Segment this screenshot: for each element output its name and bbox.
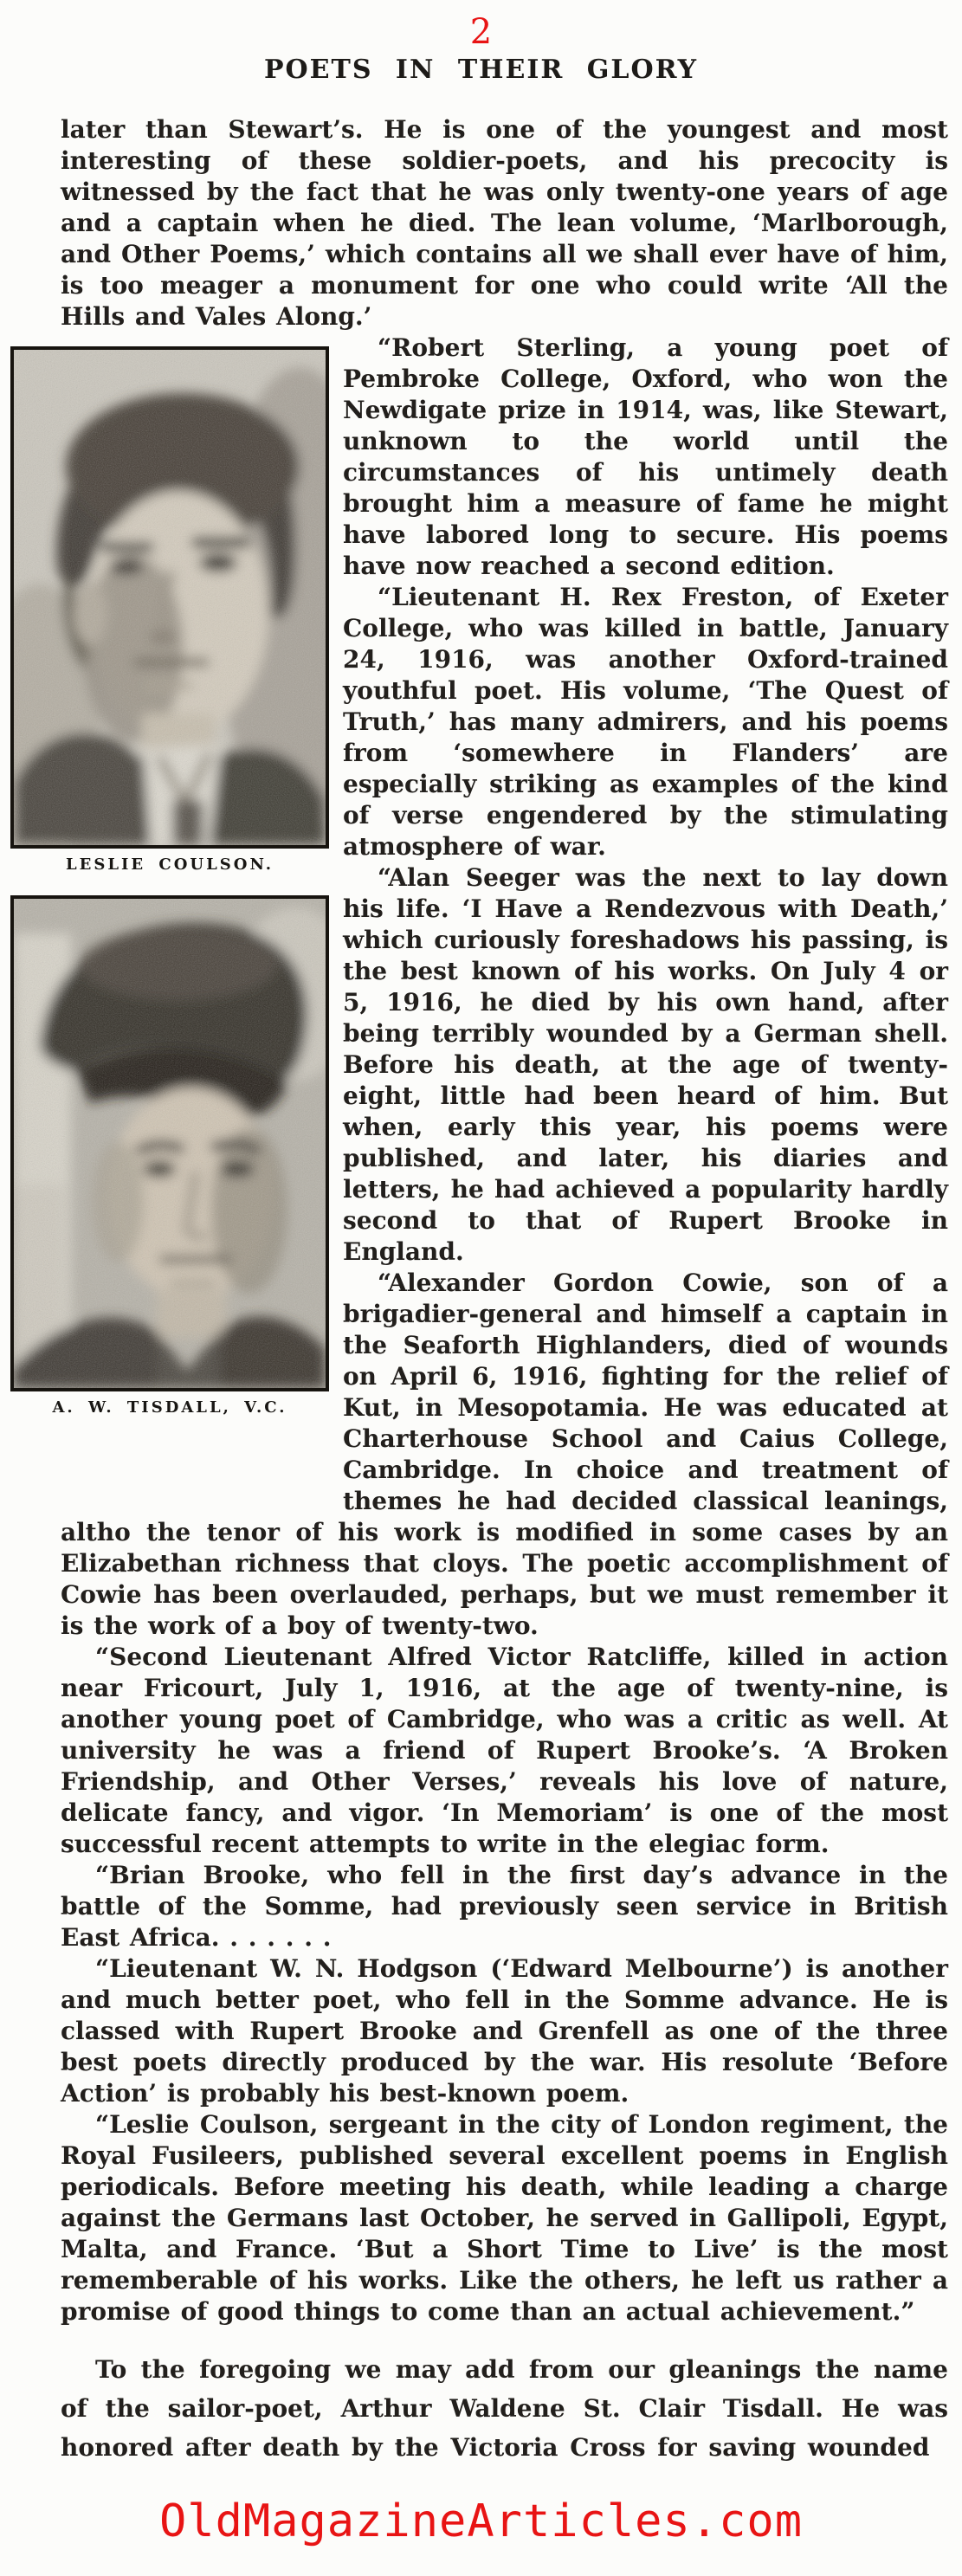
tisdall-figure-caption: A. W. TISDALL, V.C.	[52, 1398, 287, 1417]
article-title: POETS IN THEIR GLORY	[263, 55, 699, 85]
page-number: 2	[469, 12, 493, 52]
body-paragraph-4: “Alan Seeger was the next to lay down his life. ‘I Have a Rendezvous with Death,’ which curiously foreshadows his passing, is the best known of his works. On July 4 or 5, 1916, he died by his own hand, after being terribly wounded by a German shell. Before his death, at the age of twenty-eight, little had been heard of him. But when, early this year, his poems were published, and later, his diaries and letters, he had achieved a popularity hardly second to that of Rupert Brooke in England.	[343, 863, 948, 1266]
tisdall-figure	[10, 895, 329, 1419]
photo-column	[10, 346, 329, 1419]
coulson-portrait-photo	[10, 346, 329, 849]
body-paragraph-10: To the foregoing we may add from our gleanings the name of the sailor-poet, Arthur Waldene St. Clair Tisdall. He was honored after death by the Victoria Cross for saving wounded	[61, 2355, 948, 2462]
body-paragraph-8: “Lieutenant W. N. Hodgson (‘Edward Melbourne’) is another and much better poet, who fell in the Somme advance. He is classed with Rupert Brooke and Grenfell as one of the three best poets directly produced by the war. His resolute ‘Before Action’ is probably his best-known poem.	[61, 1954, 948, 2108]
tisdall-portrait-photo	[10, 895, 329, 1391]
body-paragraph-3: “Lieutenant H. Rex Freston, of Exeter College, who was killed in battle, January 24, 1916, was another Oxford-trained youthful poet. His volume, ‘The Quest of Truth,’ has many admirers, and his poems from ‘somewhere in Flanders’ are especially striking as examples of the kind of verse engendered by the stimulating atmosphere of war.	[343, 583, 948, 861]
body-paragraph-9: “Leslie Coulson, sergeant in the city of London regiment, the Royal Fusileers, published several excellent poems in English periodicals. Before meeting his death, while leading a charge against the Germans last October, he served in Gallipoli, Egypt, Malta, and France. ‘But a Short Time to Live’ is the most rememberable of his works. Like the others, he left us rather a promise of good things to come than an actual achievement.”	[61, 2110, 948, 2326]
coulson-figure-caption: LESLIE COULSON.	[65, 855, 274, 874]
body-paragraph-1: later than Stewart’s. He is one of the youngest and most interesting of these soldier-poets, and his precocity is witnessed by the fact that he was only twenty-one years of age and a captain when he died. The lean volume, ‘Marlborough, and Other Poems,’ which contains all we shall ever have of him, is too meager a monument for one who could write ‘All the Hills and Vales Along.’	[61, 115, 948, 331]
site-watermark: OldMagazineArticles.com	[158, 2495, 804, 2547]
body-paragraph-6: “Second Lieutenant Alfred Victor Ratcliffe, killed in action near Fricourt, July 1, 1916, at the age of twenty-nine, is another young poet of Cambridge, who was a critic as well. At university he was a friend of Rupert Brooke’s. ‘A Broken Friendship, and Other Verses,’ reveals his love of nature, delicate fancy, and vigor. ‘In Memoriam’ is one of the most successful recent attempts to write in the elegiac form.	[61, 1643, 948, 1858]
body-paragraph-2: “Robert Sterling, a young poet of Pembroke College, Oxford, who won the Newdigate prize in 1914, was, like Stewart, unknown to the world until the circumstances of his untimely death brought him a measure of fame he might have labored long to secure. His poems have now reached a second edition.	[343, 333, 948, 580]
body-paragraph-5: “Alexander Gordon Cowie, son of a brigadier-general and himself a captain in the Seaforth Highlanders, died of wounds on April 6, 1916, fighting for the relief of Kut, in Mesopotamia. He was educated at Charterhouse School and Caius College, Cambridge. In choice and treatment of themes he had decided classical leanings, altho the tenor of his work is modified in some cases by an Elizabethan richness that cloys. The poetic accomplishment of Cowie has been overlauded, perhaps, but we must remember it is the work of a boy of twenty-two.	[61, 1269, 948, 1640]
article-body	[52, 114, 948, 2467]
coulson-figure	[10, 346, 329, 876]
body-paragraph-7: “Brian Brooke, who fell in the first day’s advance in the battle of the Somme, had previously seen service in British East Africa. . . . . . .	[61, 1861, 948, 1952]
